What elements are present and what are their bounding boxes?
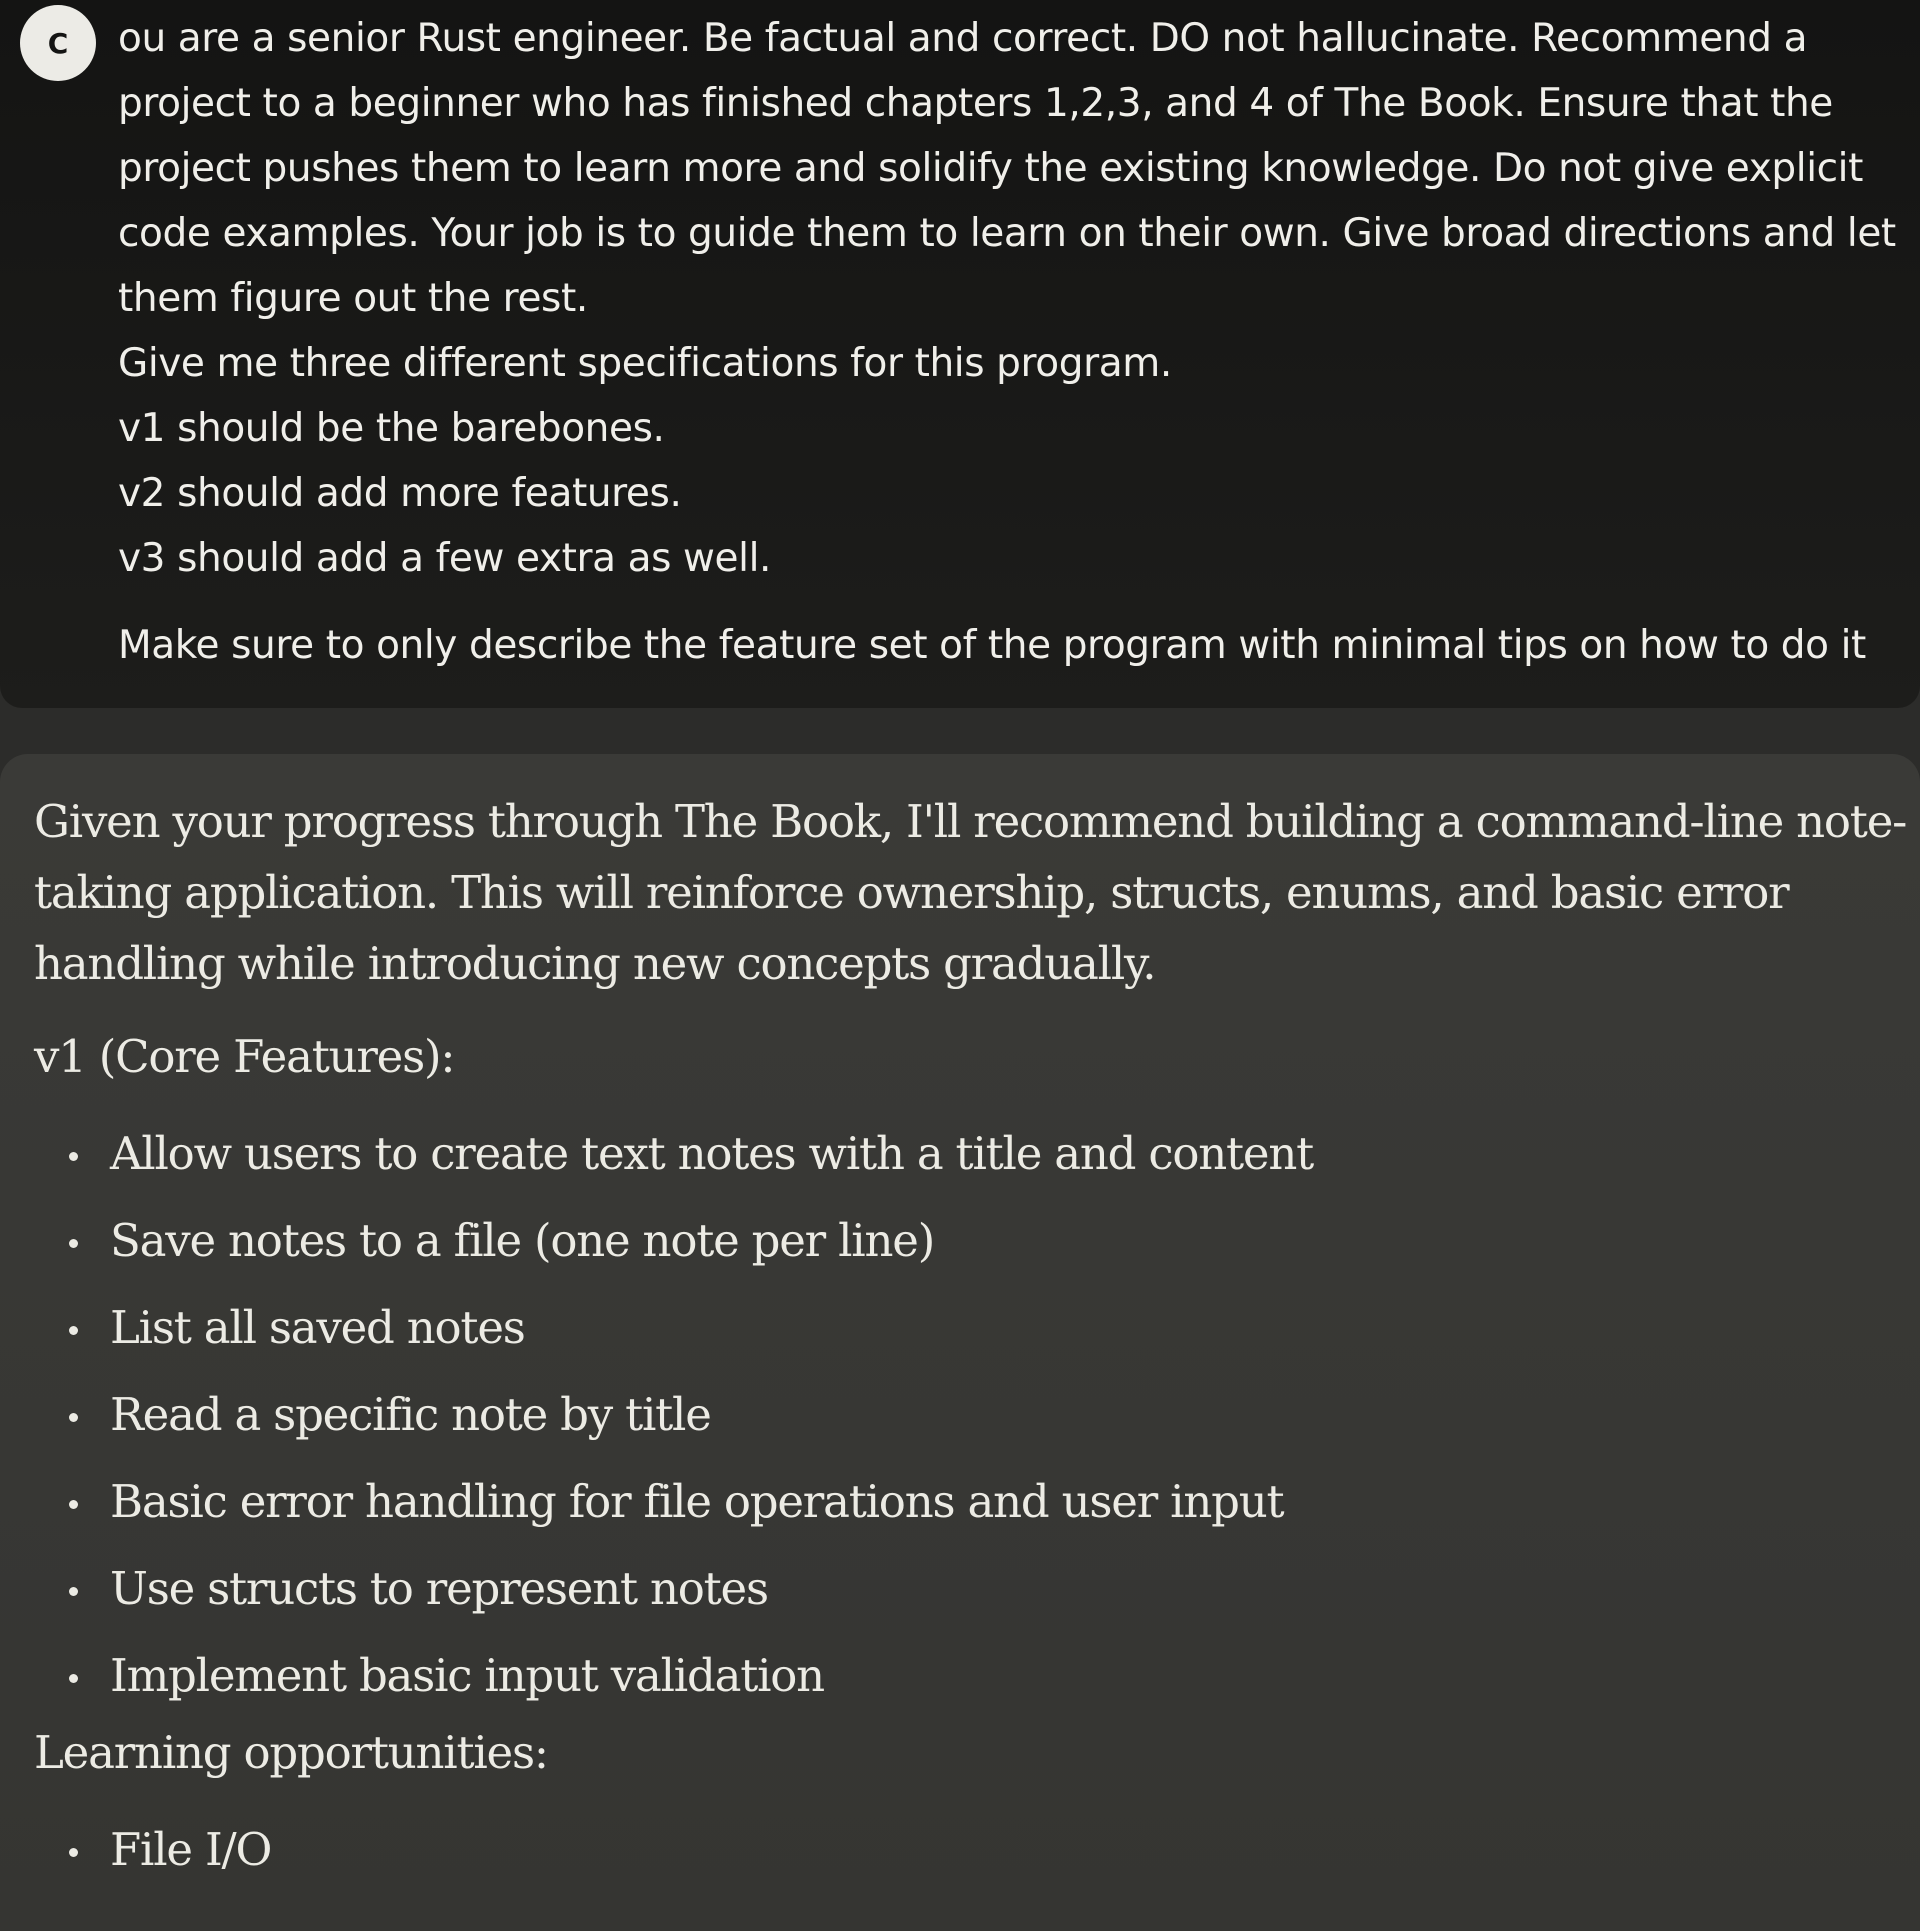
user-message-text (118, 6, 1898, 678)
intro-paragraph (34, 786, 1907, 999)
user-line: v2 should add more features. (118, 471, 682, 516)
user-message (0, 0, 1920, 708)
bullet-icon (69, 1848, 78, 1857)
bullet-icon (69, 1500, 78, 1509)
user-line: project to a beginner who has finished chapters 1,2,3, and 4 of The Book. Ensure that the (118, 81, 1833, 126)
assistant-message-text (34, 786, 1907, 1901)
list-item-text: Allow users to create text notes with a title and content (110, 1127, 1314, 1180)
bullet-icon (69, 1674, 78, 1683)
user-line: v3 should add a few extra as well. (118, 536, 771, 581)
v1-heading: v1 (Core Features): (34, 1030, 455, 1083)
intro-line: Given your progress through The Book, I'll recommend building a command-line note- (34, 795, 1907, 848)
list-item-text: Basic error handling for file operations and user input (110, 1475, 1284, 1528)
user-line: ou are a senior Rust engineer. Be factual and correct. DO not hallucinate. Recommend a (118, 16, 1808, 61)
bullet-icon (69, 1326, 78, 1335)
list-item (34, 1205, 1874, 1292)
learning-heading: Learning opportunities: (34, 1726, 548, 1779)
bullet-icon (69, 1587, 78, 1596)
list-item (34, 1814, 1874, 1901)
assistant-message (0, 754, 1920, 1931)
list-item-text: List all saved notes (110, 1301, 525, 1354)
user-avatar[interactable]: C (20, 5, 96, 81)
learning-list (34, 1814, 1874, 1901)
list-item (34, 1379, 1874, 1466)
list-item-text: Read a specific note by title (110, 1388, 711, 1441)
list-item-text: File I/O (110, 1823, 272, 1876)
list-item (34, 1640, 1874, 1727)
list-item (34, 1553, 1874, 1640)
intro-line: handling while introducing new concepts gradually. (34, 937, 1156, 990)
list-item (34, 1466, 1874, 1553)
user-line: Give me three different specifications for this program. (118, 341, 1172, 386)
list-item-text: Use structs to represent notes (110, 1562, 768, 1615)
list-item (34, 1292, 1874, 1379)
bullet-icon (69, 1152, 78, 1161)
v1-feature-list (34, 1118, 1874, 1727)
bullet-icon (69, 1413, 78, 1422)
bullet-icon (69, 1239, 78, 1248)
list-item (34, 1118, 1874, 1205)
intro-line: taking application. This will reinforce ownership, structs, enums, and basic error (34, 866, 1789, 919)
list-item-text: Implement basic input validation (110, 1649, 824, 1702)
user-line: code examples. Your job is to guide them to learn on their own. Give broad directions and let (118, 211, 1896, 256)
list-item-text: Save notes to a file (one note per line) (110, 1214, 935, 1267)
user-line: project pushes them to learn more and solidify the existing knowledge. Do not give explicit (118, 146, 1863, 191)
user-line: v1 should be the barebones. (118, 406, 665, 451)
user-line: Make sure to only describe the feature set of the program with minimal tips on how to do it (118, 623, 1866, 668)
user-line: them figure out the rest. (118, 276, 588, 321)
